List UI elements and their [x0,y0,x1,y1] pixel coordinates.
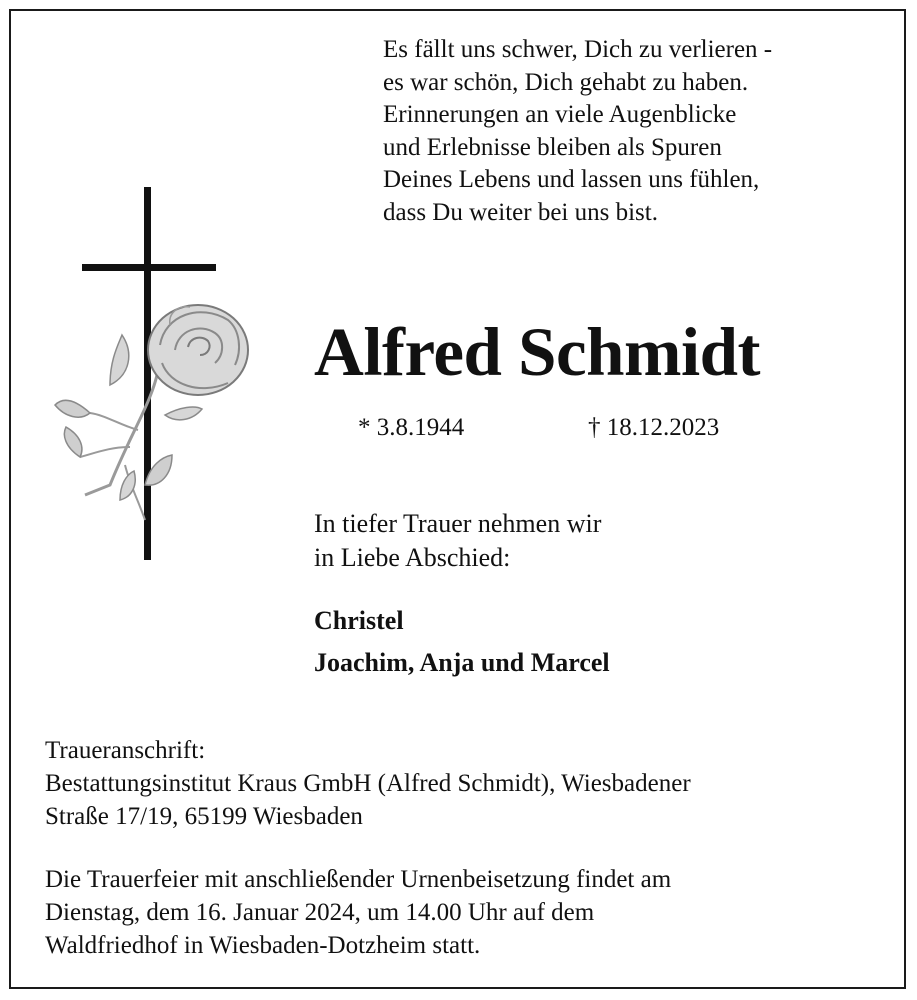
ceremony-line: Waldfriedhof in Wiesbaden-Dotzheim statt. [45,932,481,959]
cross-and-rose-art [50,185,260,565]
deceased-name: Alfred Schmidt [314,314,760,390]
mourning-address [45,734,691,833]
address-line: Bestattungsinstitut Kraus GmbH (Alfred Schmidt), Wiesbadener [45,770,691,797]
ceremony-line: Dienstag, dem 16. Januar 2024, um 14.00 Uhr auf dem [45,899,595,926]
poem-line: Erinnerungen an viele Augenblicke [383,101,737,128]
memorial-poem [383,34,883,229]
poem-line: und Erlebnisse bleiben als Spuren [383,133,722,161]
poem-line: es war schön, Dich gehabt zu haben. [383,68,749,96]
mourners-list [314,600,610,684]
address-line: Traueranschrift: [45,737,206,764]
ceremony-info [45,863,671,962]
rose-icon [55,305,248,520]
mourner-name: Christel [314,606,404,635]
intro-line: in Liebe Abschied: [314,543,511,572]
birth-date: * 3.8.1944 [358,414,465,441]
mourning-intro [314,507,601,575]
death-date: † 18.12.2023 [588,414,720,441]
mourner-name: Joachim, Anja und Marcel [314,648,610,677]
address-line: Straße 17/19, 65199 Wiesbaden [45,803,363,830]
ceremony-line: Die Trauerfeier mit anschließender Urnenbeisetzung findet am [45,866,672,893]
poem-line: Deines Lebens und lassen uns fühlen, [383,166,760,193]
poem-line: dass Du weiter bei uns bist. [383,198,658,226]
intro-line: In tiefer Trauer nehmen wir [314,509,602,538]
poem-line: Es fällt uns schwer, Dich zu verlieren - [383,36,773,63]
